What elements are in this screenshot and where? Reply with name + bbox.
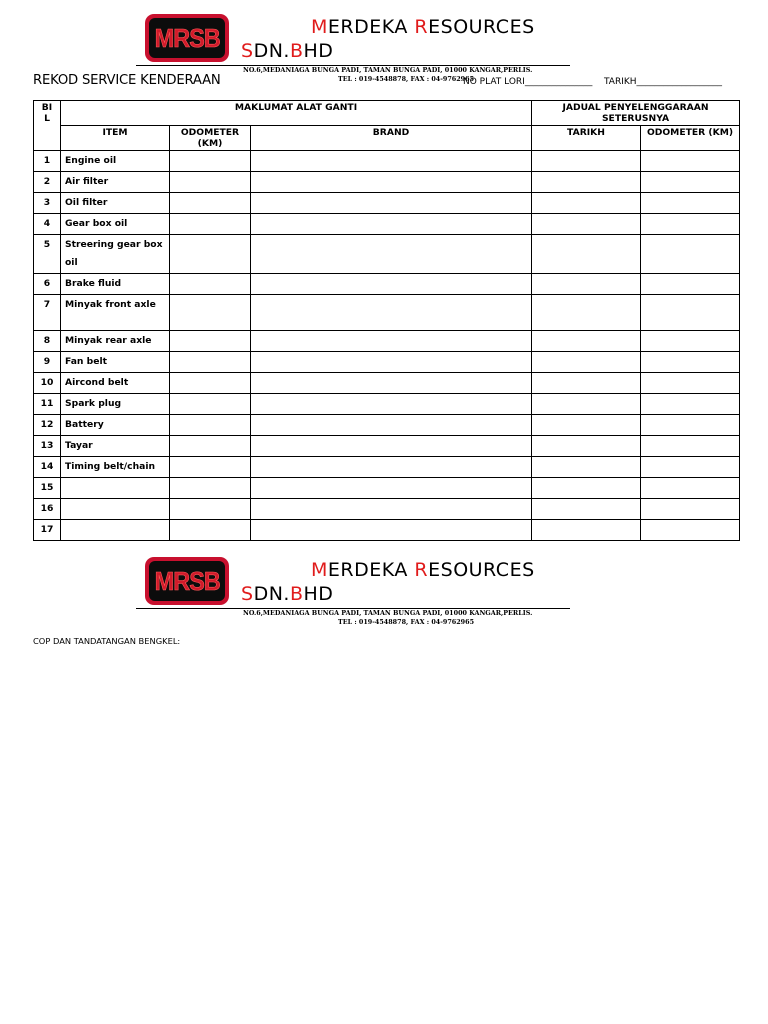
tarikh-cell[interactable] xyxy=(532,193,641,214)
table-header-row-1 xyxy=(34,101,740,126)
brand-cell[interactable] xyxy=(251,436,532,457)
item-name: Minyak front axle xyxy=(61,295,170,331)
next-odometer-cell[interactable] xyxy=(641,214,740,235)
tarikh-cell[interactable] xyxy=(532,214,641,235)
company-name-line1: MERDEKA RESOURCES xyxy=(311,559,535,581)
company-name-line1: MERDEKA RESOURCES xyxy=(311,16,535,38)
tarikh-cell[interactable] xyxy=(532,331,641,352)
header-jadual-penyelenggaraan: JADUAL PENYELENGGARAAN SETERUSNYA xyxy=(532,101,740,126)
row-number: 16 xyxy=(34,499,61,520)
next-odometer-cell[interactable] xyxy=(641,415,740,436)
next-odometer-cell[interactable] xyxy=(641,520,740,541)
service-table xyxy=(33,100,740,541)
form-title: REKOD SERVICE KENDERAAN xyxy=(33,73,221,88)
tarikh-cell[interactable] xyxy=(532,499,641,520)
next-odometer-cell[interactable] xyxy=(641,274,740,295)
header-item: ITEM xyxy=(61,126,170,151)
tarikh-cell[interactable] xyxy=(532,172,641,193)
brand-cell[interactable] xyxy=(251,457,532,478)
row-number: 15 xyxy=(34,478,61,499)
table-row xyxy=(34,214,740,235)
plate-blank[interactable]: _______________ xyxy=(524,77,593,87)
odometer-cell[interactable] xyxy=(170,436,251,457)
item-name: Battery xyxy=(61,415,170,436)
company-address: NO.6,MEDANIAGA BUNGA PADI, TAMAN BUNGA PADI, 01000 KANGAR,PERLIS. xyxy=(243,66,533,74)
company-logo xyxy=(145,14,229,62)
item-name: Oil filter xyxy=(61,193,170,214)
tarikh-cell[interactable] xyxy=(532,478,641,499)
plate-label: NO PLAT LORI xyxy=(463,77,525,87)
next-odometer-cell[interactable] xyxy=(641,373,740,394)
next-odometer-cell[interactable] xyxy=(641,295,740,331)
brand-cell[interactable] xyxy=(251,415,532,436)
row-number: 8 xyxy=(34,331,61,352)
item-name: Engine oil xyxy=(61,151,170,172)
tarikh-cell[interactable] xyxy=(532,235,641,274)
brand-cell[interactable] xyxy=(251,295,532,331)
odometer-cell[interactable] xyxy=(170,214,251,235)
odometer-cell[interactable] xyxy=(170,352,251,373)
company-name-line2: SDN.BHD xyxy=(241,40,334,62)
item-name xyxy=(61,499,170,520)
tarikh-cell[interactable] xyxy=(532,274,641,295)
item-name: Fan belt xyxy=(61,352,170,373)
brand-cell[interactable] xyxy=(251,235,532,274)
brand-cell[interactable] xyxy=(251,331,532,352)
table-row xyxy=(34,151,740,172)
odometer-cell[interactable] xyxy=(170,151,251,172)
next-odometer-cell[interactable] xyxy=(641,499,740,520)
next-odometer-cell[interactable] xyxy=(641,172,740,193)
brand-cell[interactable] xyxy=(251,478,532,499)
next-odometer-cell[interactable] xyxy=(641,331,740,352)
tarikh-cell[interactable] xyxy=(532,520,641,541)
tarikh-cell[interactable] xyxy=(532,373,641,394)
table-row xyxy=(34,478,740,499)
odometer-cell[interactable] xyxy=(170,520,251,541)
item-name xyxy=(61,520,170,541)
header-tarikh: TARIKH xyxy=(532,126,641,151)
item-name xyxy=(61,478,170,499)
tarikh-cell[interactable] xyxy=(532,394,641,415)
row-number: 10 xyxy=(34,373,61,394)
tarikh-cell[interactable] xyxy=(532,415,641,436)
row-number: 2 xyxy=(34,172,61,193)
brand-cell[interactable] xyxy=(251,172,532,193)
next-odometer-cell[interactable] xyxy=(641,235,740,274)
next-odometer-cell[interactable] xyxy=(641,478,740,499)
item-name: Aircond belt xyxy=(61,373,170,394)
header-odometer: ODOMETER (KM) xyxy=(170,126,251,151)
row-number: 7 xyxy=(34,295,61,331)
brand-cell[interactable] xyxy=(251,352,532,373)
date-field[interactable] xyxy=(604,77,722,87)
date-label: TARIKH xyxy=(604,77,637,87)
odometer-cell[interactable] xyxy=(170,478,251,499)
table-row xyxy=(34,193,740,214)
row-number: 12 xyxy=(34,415,61,436)
row-number: 14 xyxy=(34,457,61,478)
company-address: NO.6,MEDANIAGA BUNGA PADI, TAMAN BUNGA PADI, 01000 KANGAR,PERLIS. xyxy=(243,609,533,617)
company-logo xyxy=(145,557,229,605)
odometer-cell[interactable] xyxy=(170,193,251,214)
odometer-cell[interactable] xyxy=(170,172,251,193)
table-row xyxy=(34,373,740,394)
item-name: Minyak rear axle xyxy=(61,331,170,352)
next-odometer-cell[interactable] xyxy=(641,436,740,457)
brand-cell[interactable] xyxy=(251,214,532,235)
odometer-cell[interactable] xyxy=(170,415,251,436)
company-name-line2: SDN.BHD xyxy=(241,583,334,605)
header-odometer-next: ODOMETER (KM) xyxy=(641,126,740,151)
row-number: 11 xyxy=(34,394,61,415)
table-row xyxy=(34,172,740,193)
brand-cell[interactable] xyxy=(251,193,532,214)
row-number: 3 xyxy=(34,193,61,214)
next-odometer-cell[interactable] xyxy=(641,457,740,478)
header-bil: BI L xyxy=(34,101,61,151)
tarikh-cell[interactable] xyxy=(532,151,641,172)
tarikh-cell[interactable] xyxy=(532,295,641,331)
table-row xyxy=(34,274,740,295)
row-number: 17 xyxy=(34,520,61,541)
row-number: 1 xyxy=(34,151,61,172)
brand-cell[interactable] xyxy=(251,151,532,172)
odometer-cell[interactable] xyxy=(170,373,251,394)
odometer-cell[interactable] xyxy=(170,295,251,331)
item-name: Gear box oil xyxy=(61,214,170,235)
table-row xyxy=(34,235,740,274)
brand-cell[interactable] xyxy=(251,394,532,415)
tarikh-cell[interactable] xyxy=(532,436,641,457)
item-name: Brake fluid xyxy=(61,274,170,295)
table-row xyxy=(34,499,740,520)
row-number: 13 xyxy=(34,436,61,457)
table-row xyxy=(34,436,740,457)
row-number: 9 xyxy=(34,352,61,373)
item-name: Timing belt/chain xyxy=(61,457,170,478)
item-name: Spark plug xyxy=(61,394,170,415)
next-odometer-cell[interactable] xyxy=(641,151,740,172)
odometer-cell[interactable] xyxy=(170,235,251,274)
logo-text: MRSB xyxy=(154,22,220,53)
table-row xyxy=(34,295,740,331)
stamp-signature-label: COP DAN TANDATANGAN BENGKEL: xyxy=(33,636,181,646)
brand-cell[interactable] xyxy=(251,499,532,520)
plate-field[interactable] xyxy=(463,77,592,87)
item-name: Tayar xyxy=(61,436,170,457)
odometer-cell[interactable] xyxy=(170,274,251,295)
company-contact: TEL : 019-4548878, FAX : 04-9762965 xyxy=(337,75,475,83)
table-row xyxy=(34,415,740,436)
row-number: 6 xyxy=(34,274,61,295)
row-number: 5 xyxy=(34,235,61,274)
brand-cell[interactable] xyxy=(251,520,532,541)
table-row xyxy=(34,331,740,352)
tarikh-cell[interactable] xyxy=(532,352,641,373)
table-row xyxy=(34,520,740,541)
item-name: Air filter xyxy=(61,172,170,193)
brand-cell[interactable] xyxy=(251,373,532,394)
next-odometer-cell[interactable] xyxy=(641,193,740,214)
next-odometer-cell[interactable] xyxy=(641,394,740,415)
item-name: Streering gear box oil xyxy=(61,235,170,274)
header-maklumat-alat-ganti: MAKLUMAT ALAT GANTI xyxy=(61,101,532,126)
table-row xyxy=(34,352,740,373)
odometer-cell[interactable] xyxy=(170,394,251,415)
logo-text: MRSB xyxy=(154,565,220,596)
next-odometer-cell[interactable] xyxy=(641,352,740,373)
odometer-cell[interactable] xyxy=(170,499,251,520)
date-blank[interactable]: ___________________ xyxy=(636,77,723,87)
tarikh-cell[interactable] xyxy=(532,457,641,478)
table-header-row-2 xyxy=(34,126,740,151)
table-row xyxy=(34,457,740,478)
table-row xyxy=(34,394,740,415)
company-contact: TEL : 019-4548878, FAX : 04-9762965 xyxy=(337,618,475,626)
header-brand: BRAND xyxy=(251,126,532,151)
brand-cell[interactable] xyxy=(251,274,532,295)
odometer-cell[interactable] xyxy=(170,331,251,352)
row-number: 4 xyxy=(34,214,61,235)
odometer-cell[interactable] xyxy=(170,457,251,478)
